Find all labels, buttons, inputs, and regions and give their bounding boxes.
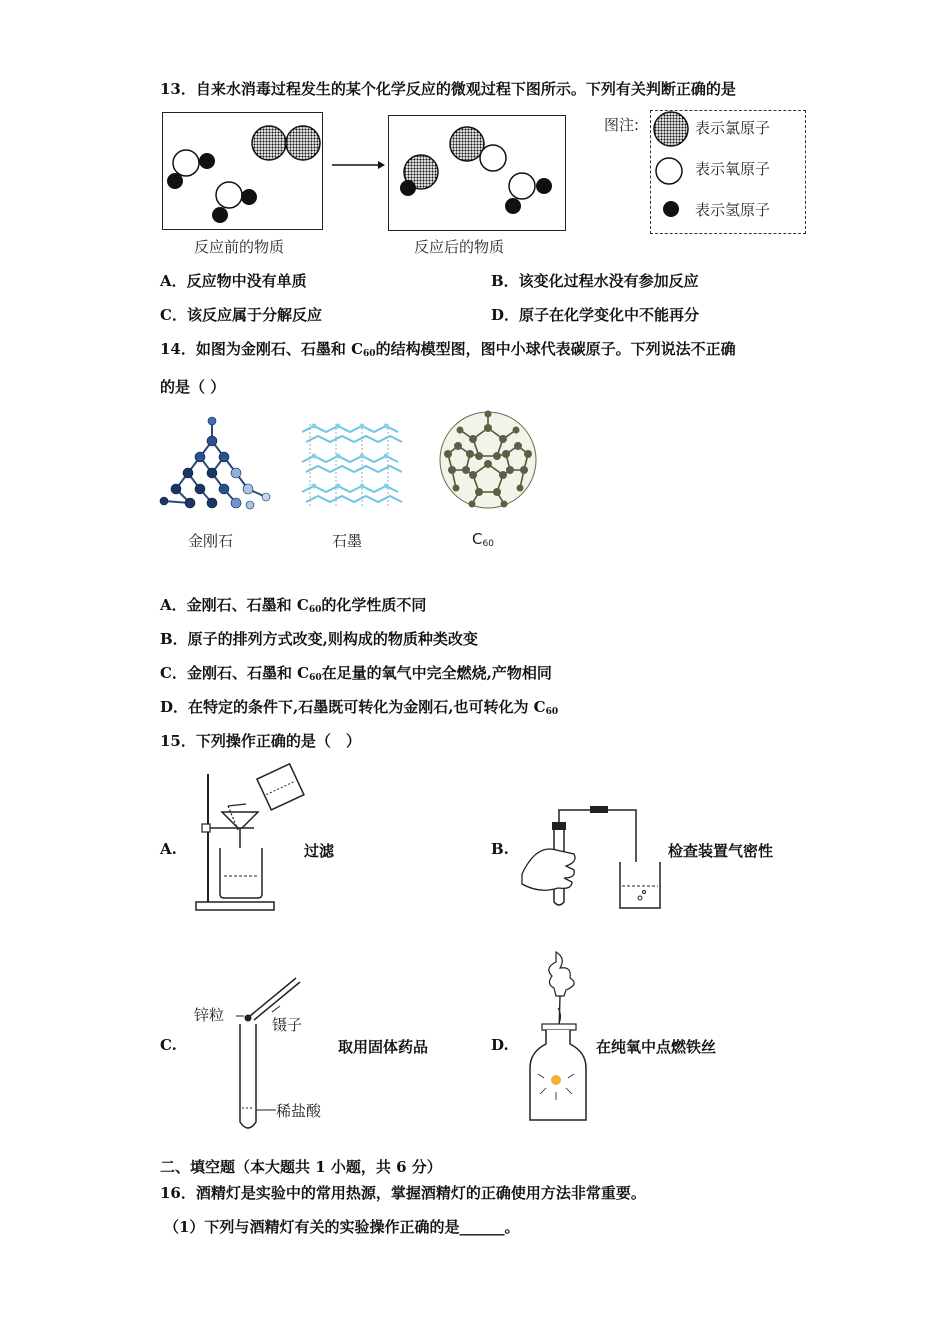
q15-c-letter: C. — [160, 1036, 177, 1054]
legend-h-label: 表示氢原子 — [695, 201, 771, 219]
q15-b-text: 检查装置气密性 — [668, 842, 774, 860]
filtration-apparatus — [194, 764, 310, 912]
legend-box — [650, 110, 806, 234]
label-dilute-hcl: 稀盐酸 — [276, 1102, 322, 1120]
q15-a-letter: A. — [160, 840, 177, 858]
reaction-arrow — [330, 158, 386, 172]
section2-heading: 二、填空题（本大题共 1 小题，共 6 分） — [160, 1158, 442, 1176]
q16-part1: （1）下列与酒精灯有关的实验操作正确的是______。 — [164, 1218, 520, 1236]
q13-stem: 13．自来水消毒过程发生的某个化学反应的微观过程下图所示。下列有关判断正确的是 — [160, 80, 736, 98]
label-graphite: 石墨 — [332, 532, 363, 550]
q13-option-b: B．该变化过程水没有参加反应 — [491, 272, 699, 290]
legend-title: 图注: — [604, 116, 640, 134]
c60-model — [436, 408, 540, 512]
q13-option-d: D．原子在化学变化中不能再分 — [491, 306, 700, 324]
q15-a-text: 过滤 — [304, 842, 335, 860]
diamond-model — [160, 415, 270, 515]
products-diagram — [389, 116, 565, 230]
q15-d-text: 在纯氧中点燃铁丝 — [596, 1038, 717, 1056]
caption-after: 反应后的物质 — [414, 238, 505, 256]
caption-before: 反应前的物质 — [194, 238, 285, 256]
q14-option-d: D．在特定的条件下,石墨既可转化为金刚石,也可转化为 $C_{60}$ — [160, 698, 559, 717]
legend-cl-label: 表示氯原子 — [695, 119, 771, 137]
q16-stem: 16．酒精灯是实验中的常用热源，掌握酒精灯的正确使用方法非常重要。 — [160, 1184, 646, 1202]
q15-c-text: 取用固体药品 — [338, 1038, 429, 1056]
q14-option-c: C．金刚石、石墨和 $C_{60}$在足量的氧气中完全燃烧,产物相同 — [160, 664, 552, 683]
label-diamond: 金刚石 — [188, 532, 234, 550]
q15-d-letter: D. — [491, 1036, 509, 1054]
reactants-box — [162, 112, 323, 230]
q15-stem: 15．下列操作正确的是（ ） — [160, 732, 361, 750]
q15-b-letter: B. — [491, 840, 509, 858]
q14-option-a: A．金刚石、石墨和 $C_{60}$的化学性质不同 — [160, 596, 427, 615]
label-c60: $C_{60}$ — [472, 530, 494, 549]
q14-stem-line2: 的是（ ） — [160, 378, 226, 396]
q13-option-c: C．该反应属于分解反应 — [160, 306, 322, 324]
iron-wire-combustion — [526, 948, 590, 1124]
q14-stem-line1: 14．如图为金刚石、石墨和 $C_{60}$的结构模型图，图中小球代表碳原子。下列说法不正确 — [160, 340, 736, 359]
airtightness-apparatus — [518, 804, 668, 912]
label-tweezers: 镊子 — [272, 1016, 303, 1034]
products-box — [388, 115, 566, 231]
q14-option-b: B．原子的排列方式改变,则构成的物质种类改变 — [160, 630, 478, 648]
legend-o-label: 表示氧原子 — [695, 160, 771, 178]
reactants-diagram — [163, 113, 323, 229]
q13-option-a: A．反应物中没有单质 — [160, 272, 307, 290]
graphite-model — [300, 418, 404, 512]
label-zinc: 锌粒 — [194, 1006, 225, 1024]
